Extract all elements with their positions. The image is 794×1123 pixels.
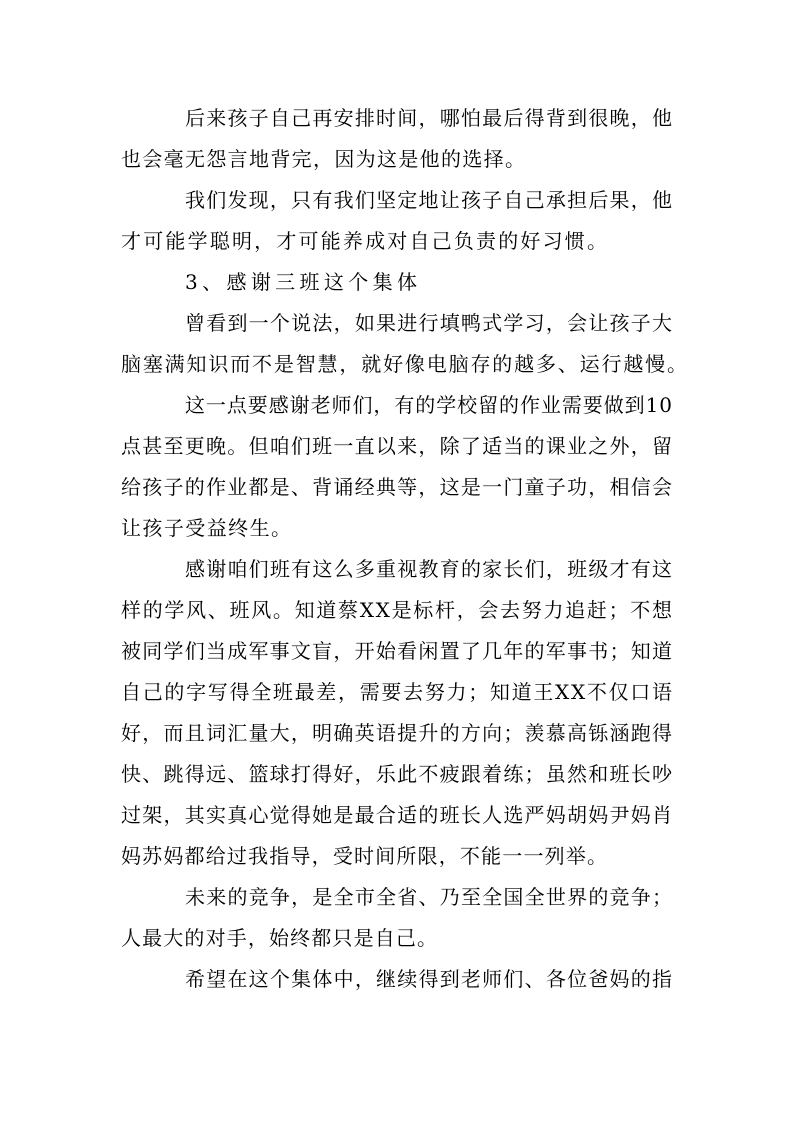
paragraph-line: [0, 472, 794, 502]
paragraph-line: [0, 431, 794, 461]
paragraph-line: [0, 513, 794, 543]
paragraph-line: [0, 554, 794, 584]
line-text: 我们发现，只有我们坚定地让孩子自己承担后果，他: [185, 188, 674, 212]
line-text: 希望在这个集体中，继续得到老师们、各位爸妈的指: [185, 967, 674, 991]
line-text: 给孩子的作业都是、背诵经典等，这是一门童子功，相信会: [121, 475, 674, 499]
paragraph-line: [0, 390, 794, 420]
paragraph-line: [0, 185, 794, 215]
line-text: 好，而且词汇量大，明确英语提升的方向；羡慕高铄涵跑得: [121, 721, 674, 745]
line-text: 也会毫无怨言地背完，因为这是他的选择。: [121, 147, 527, 171]
paragraph-line: [0, 144, 794, 174]
line-text: 过架，其实真心觉得她是最合适的班长人选严妈胡妈尹妈肖: [121, 803, 674, 827]
paragraph-line: [0, 636, 794, 666]
line-text: 感谢咱们班有这么多重视教育的家长们，班级才有这: [185, 557, 674, 581]
line-text: 人最大的对手，始终都只是自己。: [121, 926, 439, 950]
line-text: 快、跳得远、篮球打得好，乐此不疲跟着练；虽然和班长吵: [121, 762, 674, 786]
line-text: 被同学们当成军事文盲，开始看闲置了几年的军事书；知道: [121, 639, 674, 663]
paragraph-line: [0, 841, 794, 871]
paragraph-line: [0, 964, 794, 994]
line-text: 脑塞满知识而不是智慧，就好像电脑存的越多、运行越慢。: [121, 352, 689, 376]
line-text: 点甚至更晚。但咱们班一直以来，除了适当的课业之外，留: [121, 434, 674, 458]
line-text: 让孩子受益终生。: [121, 516, 293, 540]
paragraph-line: [0, 595, 794, 625]
paragraph-line: [0, 677, 794, 707]
line-text: 未来的竞争，是全市全省、乃至全国全世界的竞争；: [185, 885, 674, 909]
paragraph-line: [0, 226, 794, 256]
paragraph-line: [0, 349, 794, 379]
paragraph-line: [0, 882, 794, 912]
heading-text: 3、感谢三班这个集体: [185, 270, 422, 294]
paragraph-line: [0, 759, 794, 789]
line-text: 才可能学聪明，才可能养成对自己负责的好习惯。: [121, 229, 610, 253]
line-text: 自己的字写得全班最差，需要去努力；知道王XX不仅口语: [121, 680, 674, 704]
paragraph-line: [0, 103, 794, 133]
line-text: 曾看到一个说法，如果进行填鸭式学习，会让孩子大: [185, 311, 674, 335]
line-text: 这一点要感谢老师们，有的学校留的作业需要做到10: [185, 393, 673, 417]
paragraph-line: [0, 308, 794, 338]
line-text: 后来孩子自己再安排时间，哪怕最后得背到很晚，他: [185, 106, 674, 130]
line-text: 妈苏妈都给过我指导，受时间所限，不能一一列举。: [121, 844, 609, 868]
paragraph-line: [0, 718, 794, 748]
line-text: 样的学风、班风。知道蔡XX是标杆，会去努力追赶；不想: [121, 598, 674, 622]
section-heading: [0, 267, 794, 297]
paragraph-line: [0, 800, 794, 830]
paragraph-line: [0, 923, 794, 953]
